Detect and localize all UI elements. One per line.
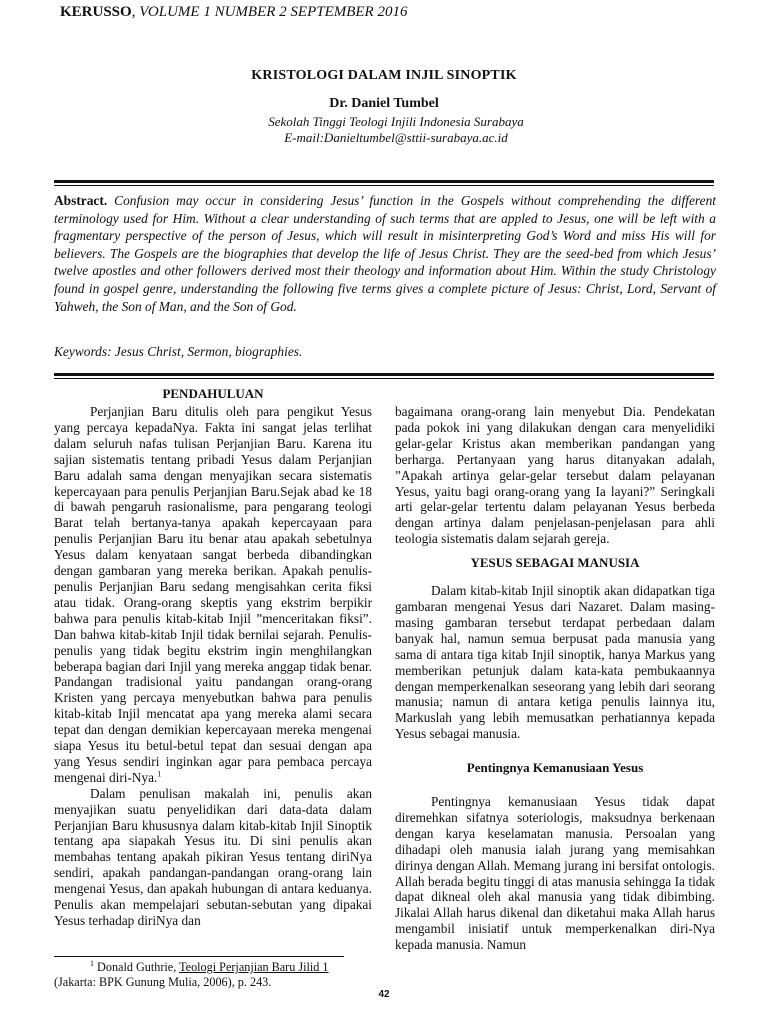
left-column — [54, 404, 372, 929]
pendahuluan-paragraph-1 — [54, 404, 372, 786]
footnote-publication: (Jakarta: BPK Gunung Mulia, 2006), p. 243. — [54, 974, 272, 989]
page-number: 42 — [378, 989, 390, 1000]
author-affiliation: Sekolah Tinggi Teologi Injili Indonesia Surabaya — [268, 114, 524, 129]
journal-volume: , VOLUME 1 NUMBER 2 SEPTEMBER 2016 — [131, 4, 408, 20]
paper-title: KRISTOLOGI DALAM INJIL SINOPTIK — [251, 68, 517, 83]
journal-header — [60, 4, 407, 21]
abstract-top-rule-thin — [54, 185, 714, 186]
abstract-bottom-rule-thin — [54, 378, 714, 379]
heading-yesus-sebagai-manusia: YESUS SEBAGAI MANUSIA — [470, 555, 640, 571]
keywords: Keywords: Jesus Christ, Sermon, biographies. — [54, 344, 303, 359]
footnote-author: Donald Guthrie, — [94, 960, 180, 974]
heading-pentingnya-kemanusiaan: Pentingnya Kemanusiaan Yesus — [466, 760, 644, 776]
author-email: E-mail:Danieltumbel@sttii-surabaya.ac.id — [284, 130, 508, 145]
journal-name: KERUSSO — [60, 4, 132, 20]
footnote-rule — [54, 956, 344, 957]
kemanusiaan-paragraph-1: Pentingnya kemanusiaan Yesus tidak dapat diremehkan sifatnya soteriologis, maksudnya berkenaan dengan karya keselamatan manusia. Persoalan yang dihadapi oleh manusia ialah jurang yang memisahkan dirinya dengan Allah. Memang jurang ini bersifat ontologis. Allah berada begitu tinggi di atas manusia sehingga Ia tidak dapat dikneal oleh akal manusia yang tidak dibimbing. Jikalai Allah harus dikenal dan diketahui maka Allah harus mengambil inisiatif untuk memperkenalkan diri-Nya kepada manusia. Namun — [395, 794, 715, 953]
right-column — [395, 404, 715, 953]
footnote-mark: 1 — [90, 958, 94, 968]
author-name: Dr. Daniel Tumbel — [329, 96, 439, 111]
abstract-bottom-rule — [54, 373, 714, 376]
footnote-book-title: Teologi Perjanjian Baru Jilid 1 — [179, 960, 329, 974]
footnote — [54, 960, 374, 989]
abstract-text: Confusion may occur in considering Jesus’ function in the Gospels without comprehending the different terminology used for Him. Without a clear understanding of such terms that are appled to Jesus, one will be left with a fragmentary perspective of the person of Jesus, which will result in misinterpreting God’s Word and miss His will for believers. The Gospels are the biographies that develop the life of Jesus Christ. They are the seed-bed from which Jesus’ twelve apostles and other followers derived most their theology and information about Him. Within the study Christology found in gospel genre, understanding the following five terms gives a complete picture of Jesus: Christ, Lord, Servant of Yahweh, the Son of Man, and the Son of God. — [54, 193, 716, 314]
footnote-reference: 1 — [157, 769, 162, 779]
abstract-top-rule — [54, 180, 714, 183]
pendahuluan-paragraph-2: Dalam penulisan makalah ini, penulis akan menyajikan suatu penyelidikan dari data-data dalam Perjanjian Baru khususnya dalam kitab-kitab Injil Sinoptik tentang apa siapakah Yesus itu. Di sini penulis akan membahas tentang apakah pikiran Yesus tentang diriNya sendiri, apakah pandangan-pandangan orang-orang lain mengenai Yesus, dan apakah hubungan di antara keduanya. Penulis akan mempelajari sebutan-sebutan yang dipakai Yesus terhadap diriNya dan — [54, 785, 372, 928]
manusia-paragraph-1: Dalam kitab-kitab Injil sinoptik akan didapatkan tiga gambaran mengenai Yesus dari Nazaret. Dalam masing-masing gambaran tersebut terdapat perbedaan dalam banyak hal, namun semua berpusat pada manusia yang sama di antara tiga kitab Injil sinoptik, hanya Markus yang memberikan petunjuk dalam kata-kata pembukaannya dengan memperkenalkan seseorang yang lebih dari seorang manusia; namun di antara ketiga penulis lainnya itu, Markuslah yang lebih memusatkan perhatiannya kepada Yesus sebagai manusia. — [395, 583, 715, 742]
heading-pendahuluan: PENDAHULUAN — [162, 386, 264, 401]
abstract — [54, 192, 716, 315]
pendahuluan-p1-text: Perjanjian Baru ditulis oleh para pengikut Yesus yang percaya kepadaNya. Fakta ini sangat jelas terlihat dalam seluruh nafas tulisan Perjanjian Baru. Karena itu sajian sistematis tentang pribadi Yesus dalam Perjanjian Baru adalah sama dengan menyajikan secara sistematis kepercayaan para penulis Perjanjian Baru.Sejak abad ke 18 di bawah pengaruh rasionalisme, para pengarang teologi Barat telah bertanya-tanya apakah kepercayaan para penulis Perjanjian Baru itu benar atau apakah sebetulnya Yesus dalam kenyataan sangat berbeda dibandingkan dengan gambaran yang mereka berikan. Apakah penulis-penulis Perjanjian Baru sedang mengisahkan cerita fiksi atau tidak. Orang-orang skeptis yang ekstrim berpikir bahwa para penulis kitab-kitab Injil ”menceritakan fiksi”. Dan bahwa kitab-kitab Injil tidak bernilai sejarah. Penulis-penulis yang tidak begitu ekstrim ingin menghilangkan beberapa bagian dari Injil yang mereka anggap tidak benar. Pandangan tradisional yaitu pandangan orang-orang Kristen yang percaya menyebutkan bahwa para penulis kitab-kitab Injil mencatat apa yang mereka alami secara tepat dan dengan demikian kepercayaan mereka mengenai siapa Yesus itu betul-betul tepat dan sesuai dengan apa yang Yesus sendiri inginkan agar para pembaca percaya mengenai diri-Nya. — [54, 404, 372, 785]
pendahuluan-paragraph-2-continued: bagaimana orang-orang lain menyebut Dia. Pendekatan pada pokok ini yang dilakukan dengan cara menyelidiki gelar-gelar Kristus akan memberikan pandangan yang berharga. Pertanyaan yang harus ditanyakan adalah, ”Apakah artinya gelar-gelar tersebut dalam pelayanan Yesus, yaitu bagi orang-orang yang Ia layani?” Seringkali arti gelar-gelar tertentu dalam pelayanan Yesus berbeda dengan artinya dalam penjelasan-penjelasan para ahli teologia sistematis dalam sejarah gereja. — [395, 404, 715, 547]
abstract-label: Abstract. — [54, 193, 108, 208]
